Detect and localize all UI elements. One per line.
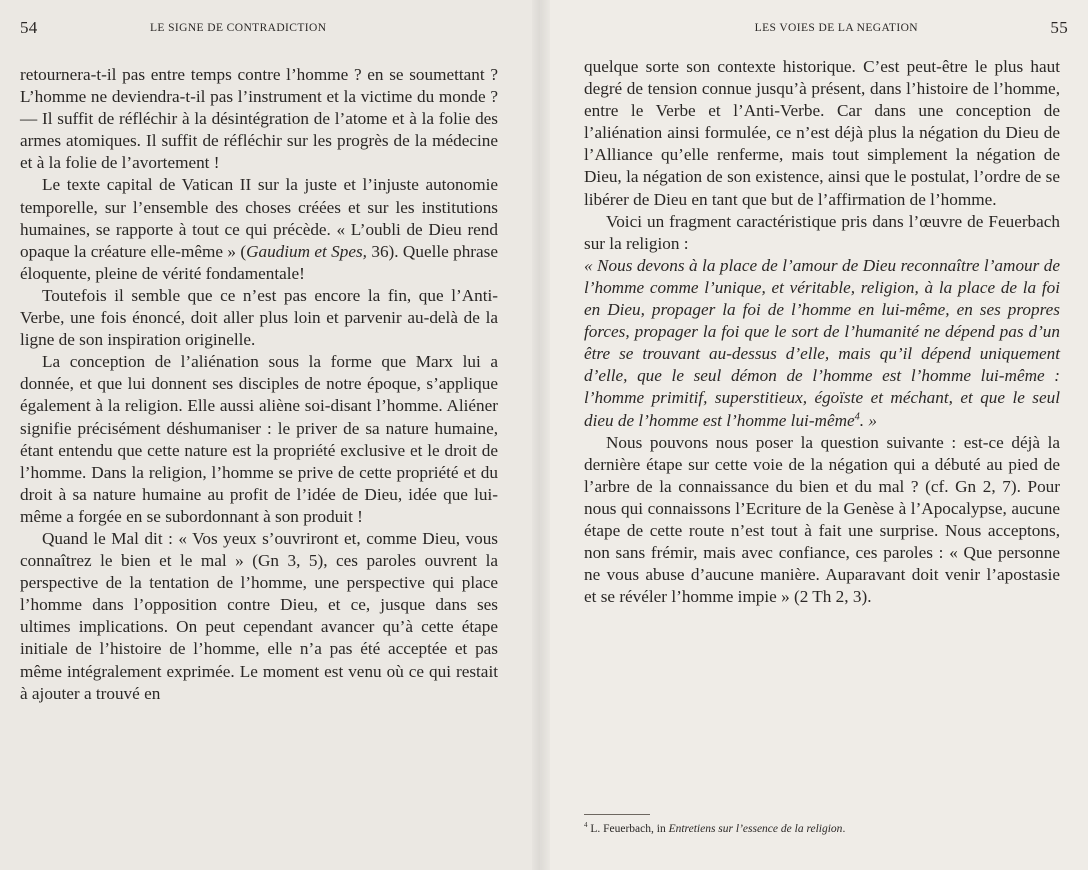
footnote-divider: [584, 814, 650, 815]
paragraph: quelque sorte son contexte historique. C’est peut-être le plus haut degré de tension connue jusqu’à présent, dans l’histoire de l’homme, entre le Verbe et l’Anti-Verbe. Car dans une conception de l’aliénation ainsi formulée, ce n’est déjà plus la négation du Dieu de l’Alliance qu’elle renferme, mais tout simplement la négation de Dieu, la négation de son existence, ainsi que le postulat, l’ordre de se libérer de Dieu en tant que but de l’affirmation de l’homme.: [584, 57, 1060, 209]
paragraph: Toutefois il semble que ce n’est pas encore la fin, que l’Anti-Verbe, une fois énoncé, doit aller plus loin et parvenir au-delà de la ligne de son inspiration originelle.: [20, 285, 498, 350]
paragraph: Voici un fragment caractéristique pris dans l’œuvre de Feuerbach sur la religion :: [584, 211, 1060, 253]
running-head: LE SIGNE DE CONTRADICTION: [150, 22, 327, 34]
right-page-header: [540, 20, 1088, 40]
page-number: 55: [1050, 18, 1068, 37]
text-run: Le texte capital de Vatican II sur la juste et l’injuste autonomie temporelle, sur l’ensemble des choses créées et sur les institutions humaines, se rapporte à tout ce qui précède. « L’oubli de Dieu rend opaque la créature elle-même » (: [20, 175, 498, 261]
footnote-text: L. Feuerbach, in: [587, 823, 669, 835]
citation-title: Gaudium et Spes,: [246, 241, 367, 261]
quote-text: « Nous devons à la place de l’amour de Dieu reconnaître l’amour de l’homme comme l’unique, et véritable, religion, à la place de la foi en Dieu, propager la foi de l’homme en lui-même, en ses propres forces, propager la foi que le sort de l’humanité ne dépend pas d’un être se trouvant au-dessus d’elle, mais qu’il dépend uniquement d’elle, que le seul démon de l’homme est l’homme lui-même : l’homme primitif, superstitieux, égoïste et méchant, et que le seul dieu de l’homme est l’homme lui-même: [584, 255, 1060, 430]
paragraph: La conception de l’aliénation sous la forme que Marx lui a donnée, et que lui donnent ses disciples de notre époque, s’applique également à la religion. Elle aussi aliène soi-disant l’homme. Aliéner signifie précisément déshumaniser : le priver de sa nature humaine, étant entendu que cette nature est la propriété exclusive et le droit de l’homme. Dans la religion, l’homme se prive de cette propriété et du droit à sa nature humaine au profit de l’idée de Dieu, idée que lui-même a forgée en se subordonnant à son produit !: [20, 352, 498, 526]
left-page-body: [20, 64, 498, 705]
paragraph: retournera-t-il pas entre temps contre l’homme ? en se soumettant ? L’homme ne deviendra-t-il pas l’instrument et la victime du monde ? — Il suffit de réfléchir à la désintégration de l’atome et à la folie des armes atomiques. Il suffit de réfléchir sur les progrès de la médecine et à la folie de l’avortement !: [20, 65, 498, 173]
footnote-title: Entretiens sur l’essence de la religion: [668, 823, 843, 835]
footnote-end: .: [842, 823, 846, 835]
block-quote: [584, 255, 1060, 432]
right-page: [540, 0, 1088, 870]
paragraph: Quand le Mal dit : « Vos yeux s’ouvriront et, comme Dieu, vous connaîtrez le bien et le mal » (Gn 3, 5), ces paroles ouvrent la perspective de la tentation de l’homme, une perspective qui place l’homme dans l’opposition contre Dieu, et ce, jusque dans ses ultimes implications. On peut cependant avancer qu’à cette étape initiale de l’histoire de l’homme, elle n’a pas été acceptée et pas même intégralement exprimée. Le moment est venu où ce qui restait à ajouter a trouvé en: [20, 528, 498, 703]
text-run: 36). Quelle phrase éloquente, pleine de vérité fondamentale!: [20, 241, 498, 283]
page-number: 54: [20, 18, 38, 37]
footnote-ref: 4: [854, 410, 860, 422]
footnote: [584, 822, 1064, 837]
paragraph: Nous pouvons nous poser la question suivante : est-ce déjà la dernière étape sur cette voie de la négation qui a débuté au pied de l’arbre de la connaissance du bien et du mal ? (cf. Gn 2, 7). Pour nous qui connaissons l’Ecriture de la Genèse à l’Apocalypse, aucune étape de cette route n’est tout à fait une surprise. Nous acceptons, non sans frémir, mais avec confiance, ces paroles : « Que personne ne vous abuse d’aucune manière. Auparavant doit venir l’apostasie et se révéler l’homme impie » (2 Th 2, 3).: [584, 432, 1060, 607]
footnote-number: 4: [584, 822, 588, 830]
book-gutter: [532, 0, 550, 870]
left-page-header: [0, 20, 540, 40]
left-page: [0, 0, 540, 870]
quote-end: . »: [859, 410, 877, 430]
paragraph: [20, 174, 498, 284]
running-head: LES VOIES DE LA NEGATION: [754, 22, 918, 34]
right-page-body: [584, 56, 1060, 608]
